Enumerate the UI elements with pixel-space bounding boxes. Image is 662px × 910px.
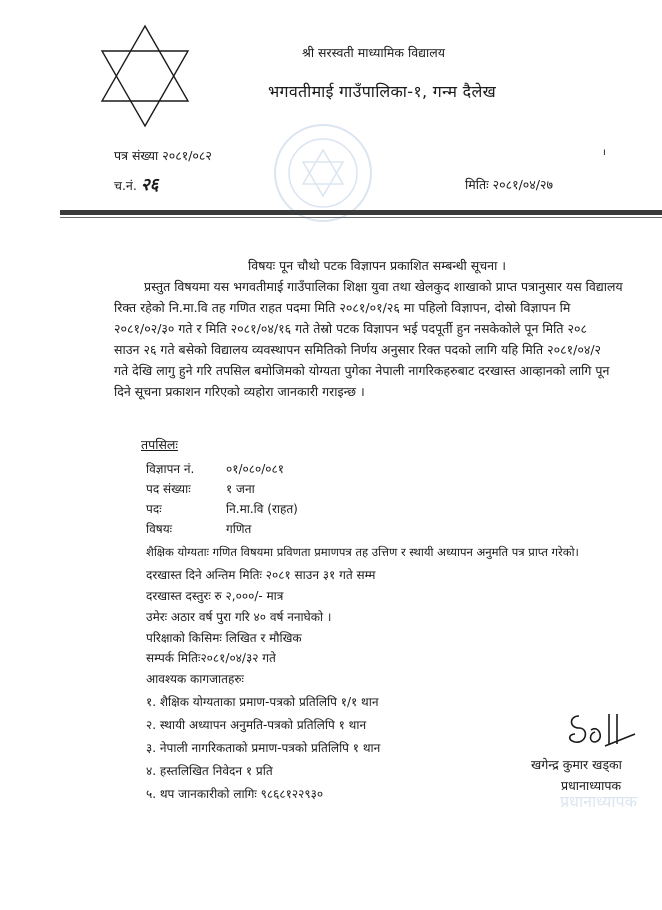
details-heading: तपसिलः <box>141 437 178 452</box>
field-label-post: पदः <box>146 502 162 516</box>
header-divider-thick <box>60 210 662 215</box>
document-item: ५. थप जानकारीको लागिः ९८६८१२२९३० <box>146 787 324 801</box>
qualification-line: शैक्षिक योग्यताः गणित विषयमा प्रविणता प्रमाणपत्र तह उत्तिण र स्थायी अध्यापन अनुमति पत्र प्राप्त गरेको। <box>146 545 579 559</box>
margin-mark: ı <box>603 147 606 158</box>
document-item: ३. नेपाली नागरिकताको प्रमाण-पत्रको प्रतिलिपि १ थान <box>146 741 381 755</box>
field-value-ad-number: ०१/०८०/०८१ <box>226 462 285 476</box>
field-label-post-count: पद संख्याः <box>146 482 191 496</box>
letter-subject: विषयः पून चौथो पटक विज्ञापन प्रकाशित सम्बन्धी सूचना । <box>248 258 507 273</box>
school-logo-star-icon <box>98 22 192 130</box>
body-line: गते देखि लागु हुने गरि तपसिल बमोजिमको योग्यता पुगेका नेपाली नागरिकहरुबाट दरखास्त आव्हानको लागि पून <box>114 363 610 378</box>
document-item: २. स्थायी अध्यापन अनुमति-पत्रको प्रतिलिपि १ थान <box>146 718 367 732</box>
age-line: उमेरः अठार वर्ष पुरा गरि ४० वर्ष ननाघेको । <box>146 610 332 624</box>
document-item: ४. हस्तलिखित निवेदन १ प्रति <box>146 764 273 778</box>
dispatch-number <box>114 172 159 195</box>
field-label-subject: विषयः <box>146 522 173 536</box>
field-value-subject: गणित <box>226 522 252 536</box>
document-item: १. शैक्षिक योग्यताका प्रमाण-पत्रको प्रतिलिपि १/१ थान <box>146 695 379 709</box>
letter-date: मितिः २०८१/०४/२७ <box>465 177 553 192</box>
field-label-ad-number: विज्ञापन नं. <box>146 462 195 476</box>
body-line: साउन २६ गते बसेको विद्यालय व्यवस्थापन समितिको निर्णय अनुसार रिक्त पदको लागि यहि मिति २०८१/०४/२ <box>114 342 602 357</box>
school-address: भगवतीमाई गाउँपालिका-१, गन्म दैलेख <box>268 82 496 101</box>
body-line: रिक्त रहेको नि.मा.वि तह गणित राहत पदमा मिति २०८१/०१/२६ मा पहिलो विज्ञापन, दोस्रो विज्ञापन मि <box>114 300 571 315</box>
school-name: श्री सरस्वती माध्यामिक विद्यालय <box>302 45 445 60</box>
deadline-line: दरखास्त दिने अन्तिम मितिः २०८१ साउन ३१ गते सम्म <box>146 568 376 582</box>
letter-reference-number: पत्र संख्या २०८१/०८२ <box>114 148 212 163</box>
letter-body <box>114 276 662 402</box>
body-line: दिने सूचना प्रकाशन गरिएको व्यहोरा जानकारी गराइन्छ । <box>114 384 365 399</box>
handwritten-signature <box>565 704 645 754</box>
exam-type-line: परिक्षाको किसिमः लिखित र मौखिक <box>146 631 302 645</box>
field-value-post: नि.मा.वि (राहत) <box>226 502 298 516</box>
dispatch-number-value: २६ <box>140 175 159 195</box>
field-value-post-count: १ जना <box>226 482 255 496</box>
signatory-title: प्रधानाध्यापक <box>561 778 622 793</box>
signatory-stamp: प्रधानाध्यापक <box>560 792 637 811</box>
dispatch-number-label: च.नं. <box>114 178 137 193</box>
body-line: २०८१/०२/३० गते र मिति २०८१/०४/१६ गते तेस्रो पटक विज्ञापन भई पदपूर्ती हुन नसकेकोले पून मिति २०८ <box>114 321 587 336</box>
contact-date-line: सम्पर्क मितिः२०८१/०४/३२ गते <box>146 651 276 665</box>
signatory-name: खगेन्द्र कुमार खड्का <box>531 757 622 772</box>
header-divider-thin <box>60 217 662 218</box>
body-line: प्रस्तुत विषयमा यस भगवतीमाई गाउँपालिका शिक्षा युवा तथा खेलकुद शाखाको प्राप्त पत्रानुसार यस विद्यालय <box>144 279 623 294</box>
documents-heading: आवश्यक कागजातहरुः <box>146 672 244 686</box>
fee-line: दरखास्त दस्तुरः रु २,०००/- मात्र <box>146 589 284 603</box>
